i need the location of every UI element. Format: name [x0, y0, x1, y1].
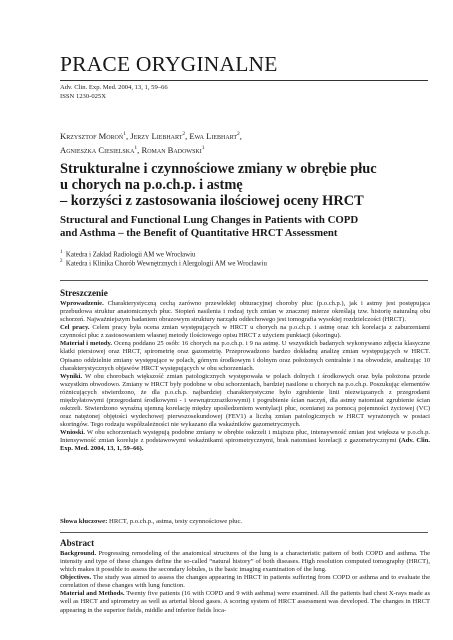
- title-line: and Asthma – the Benefit of Quantitative HRCT Assessment: [60, 227, 338, 239]
- abstract-body: [60, 550, 430, 615]
- title-line: Structural and Functional Lung Changes in Patients with COPD: [60, 214, 359, 226]
- aim-label: Cel pracy.: [60, 324, 90, 332]
- streszczenie-body: [60, 300, 430, 453]
- journal-citation: Adv. Clin. Exp. Med. 2004, 13, 1, 59–66: [60, 84, 168, 91]
- conclusions-text: W obu schorzeniach występują podobne zmiany w obrębie oskrzeli i miąższu płuc, intensywność zmian jest większa w p.o.ch.p. Intensywność zmian koreluje z podstawowymi wskaźnikami spirometrycznymi, brak natomiast korelacji z gazometrycznymi: [60, 429, 430, 445]
- author-affiliation-mark: 1: [201, 144, 205, 151]
- intro-text: Charakterystyczną cechą zarówno przewlekłej obturacyjnej choroby płuc (p.o.ch.p.), jak i astmy jest postępująca przebudowa struktur anatomicznych płuc. Stopień nasilenia i rodzaj tych zmian w znacznej mierze określają tzw. historię naturalną obu schorzeń. Najważniejszym badaniem obrazowym struktury narządu oddechowego jest tomografia wysokiej rozdzielczości (HRCT).: [60, 300, 430, 324]
- keywords-text: HRCT, p.o.ch.p., astma, testy czynnościowe płuc.: [109, 518, 243, 525]
- conclusions-label: Wnioski.: [60, 429, 85, 437]
- objectives-label: Objectives.: [60, 574, 92, 582]
- title-line: Strukturalne i czynnościowe zmiany w obrębie płuc: [60, 161, 377, 177]
- author-name: Roman Badowski: [141, 144, 202, 155]
- streszczenie-heading: Streszczenie: [60, 288, 108, 298]
- author-name: Jerzy Liebhart: [130, 130, 183, 141]
- affiliation-number: 2: [60, 259, 63, 264]
- methods-text: Twenty five patients (16 with COPD and 9 with asthma) were examined. All the patients had chest X-rays made as well as HRCT and spirometry as well as arterial blood gases. A scoring system of HRCT assessment was developed. The changes in HRCT appearing in the superior fields, middle and inferior fields loca-: [60, 590, 430, 614]
- results-text: W obu chorobach większość zmian patologicznych występowała w polach dolnych i środkowych oraz była położona przede wszystkim obwodowo. Zmiany w HRCT były podobne w obu schorzeniach, bardziej nasilone u chorych na p.o.ch.p. Poszukując elementów różnicujących stwierdzono, że dla p.o.ch.p. najbardziej charakterystyczne było zgrubienie linii niezwiązanych z przegrodami międzyłatowymi (przegrodami środkowymi - i wewnątrzzrazikowymi) i pogrubienie ścian naczyń, dla astmy natomiast zgrubienie ścian oskrzeli. Stwierdzono wyraźną ujemną korelację między upośledzeniem wentylacji płuc, ocenianej za pomocą pojemności życiowej (VC) oraz natężonej objętości wydechowej pierwszosekundowej (FEV1) a liczbą zmian patologicznych w HRCT wyrażonych w postaci skoringów. Tego rodzaju współzależności nie wykazano dla wskaźników gazometrycznych.: [60, 372, 430, 429]
- author-name: Ewa Liebhart: [189, 130, 237, 141]
- abstract-top-rule: [60, 280, 428, 281]
- title-line: u chorych na p.o.ch.p. i astmę: [60, 177, 243, 193]
- author-affiliation-mark: 1: [123, 131, 126, 137]
- objectives-text: The study was aimed to assess the changes appearing in HRCT in patients suffering from COPD or asthma and to evaluate the correlation of these changes with lung function.: [60, 574, 430, 590]
- title-line: – korzyści z zastosowania ilościowej oceny HRCT: [60, 193, 364, 209]
- article-title-polish: [60, 161, 430, 209]
- aim-text: Celem pracy była ocena zmian występujących w HRCT u chorych na p.o.ch.p. i astmę oraz ich korelacja z zaburzeniami czynności płuc z zastosowaniem własnej metody ilościowego opisu HRCT z użyciem punktacji (skoringu).: [60, 324, 430, 340]
- results-label: Wyniki.: [60, 372, 83, 380]
- citation: (Adv. Clin. Exp. Med. 2004, 13, 1, 59–66).: [60, 437, 430, 453]
- author-list: Krzysztof Moroń$^1$, Jerzy Liebhart$^2$, Ewa Liebhart$^2$, Agnieszka Ciesielska$^1$, Roman Badowski$^1$: [60, 130, 242, 155]
- background-text: Progressing remodeling of the anatomical structures of the lung is a characteristic pattern of both COPD and asthma. The intensity and type of these changes define the so-called “natural history” of both diseases. High resolution computed tomography (HRCT), which makes it possible to assess the secondary lobules, is the basic imaging examination of the lung.: [60, 550, 431, 574]
- keywords-label: Słowa kluczowe:: [60, 518, 108, 525]
- methods-text: Oceną poddano 25 osób: 16 chorych na p.o.ch.p. i 9 na astmę. U wszystkich badanych wykonywano zdjęcia klasyczne klatki piersiowej oraz HRCT, spirometrię oraz gazometrię. Przeprowadzono bardzo dokładną analizę zmian występujących w HRCT. Opisano oddzielnie zmiany występujące w polach, górnym środkowym i dolnym oraz położonych centralnie i na obwodzie, analizując 10 charakterystycznych objawów HRCT występujących w obu schorzeniach.: [60, 340, 431, 372]
- section-title: PRACE ORYGINALNE: [60, 52, 278, 76]
- methods-label: Materiał i metody.: [60, 340, 113, 348]
- issn: ISSN 1230-025X: [60, 93, 106, 100]
- affiliation-text: Katedra i Zakład Radiologii AM we Wrocławiu: [65, 251, 196, 259]
- author-affiliation-mark: 2: [237, 131, 240, 137]
- affiliation: [60, 258, 430, 268]
- header-rule: [60, 80, 428, 81]
- abstract-heading: Abstract: [60, 538, 95, 548]
- abstract-divider: [60, 532, 428, 533]
- keywords: [60, 518, 430, 525]
- article-title-english: [60, 214, 430, 240]
- methods-label: Material and Methods.: [60, 590, 125, 598]
- author-name: Krzysztof Moroń: [60, 130, 124, 141]
- author-affiliation-mark: 1: [134, 144, 138, 151]
- intro-label: Wprowadzenie.: [60, 300, 104, 307]
- author-name: Agnieszka Ciesielska: [60, 144, 135, 155]
- author-affiliation-mark: 2: [182, 131, 186, 137]
- affiliation-text: Katedra i Klinika Chorób Wewnętrznych i Alergologii AM we Wrocławiu: [65, 260, 267, 268]
- affiliation-number: 1: [60, 250, 63, 255]
- background-label: Background.: [60, 550, 97, 557]
